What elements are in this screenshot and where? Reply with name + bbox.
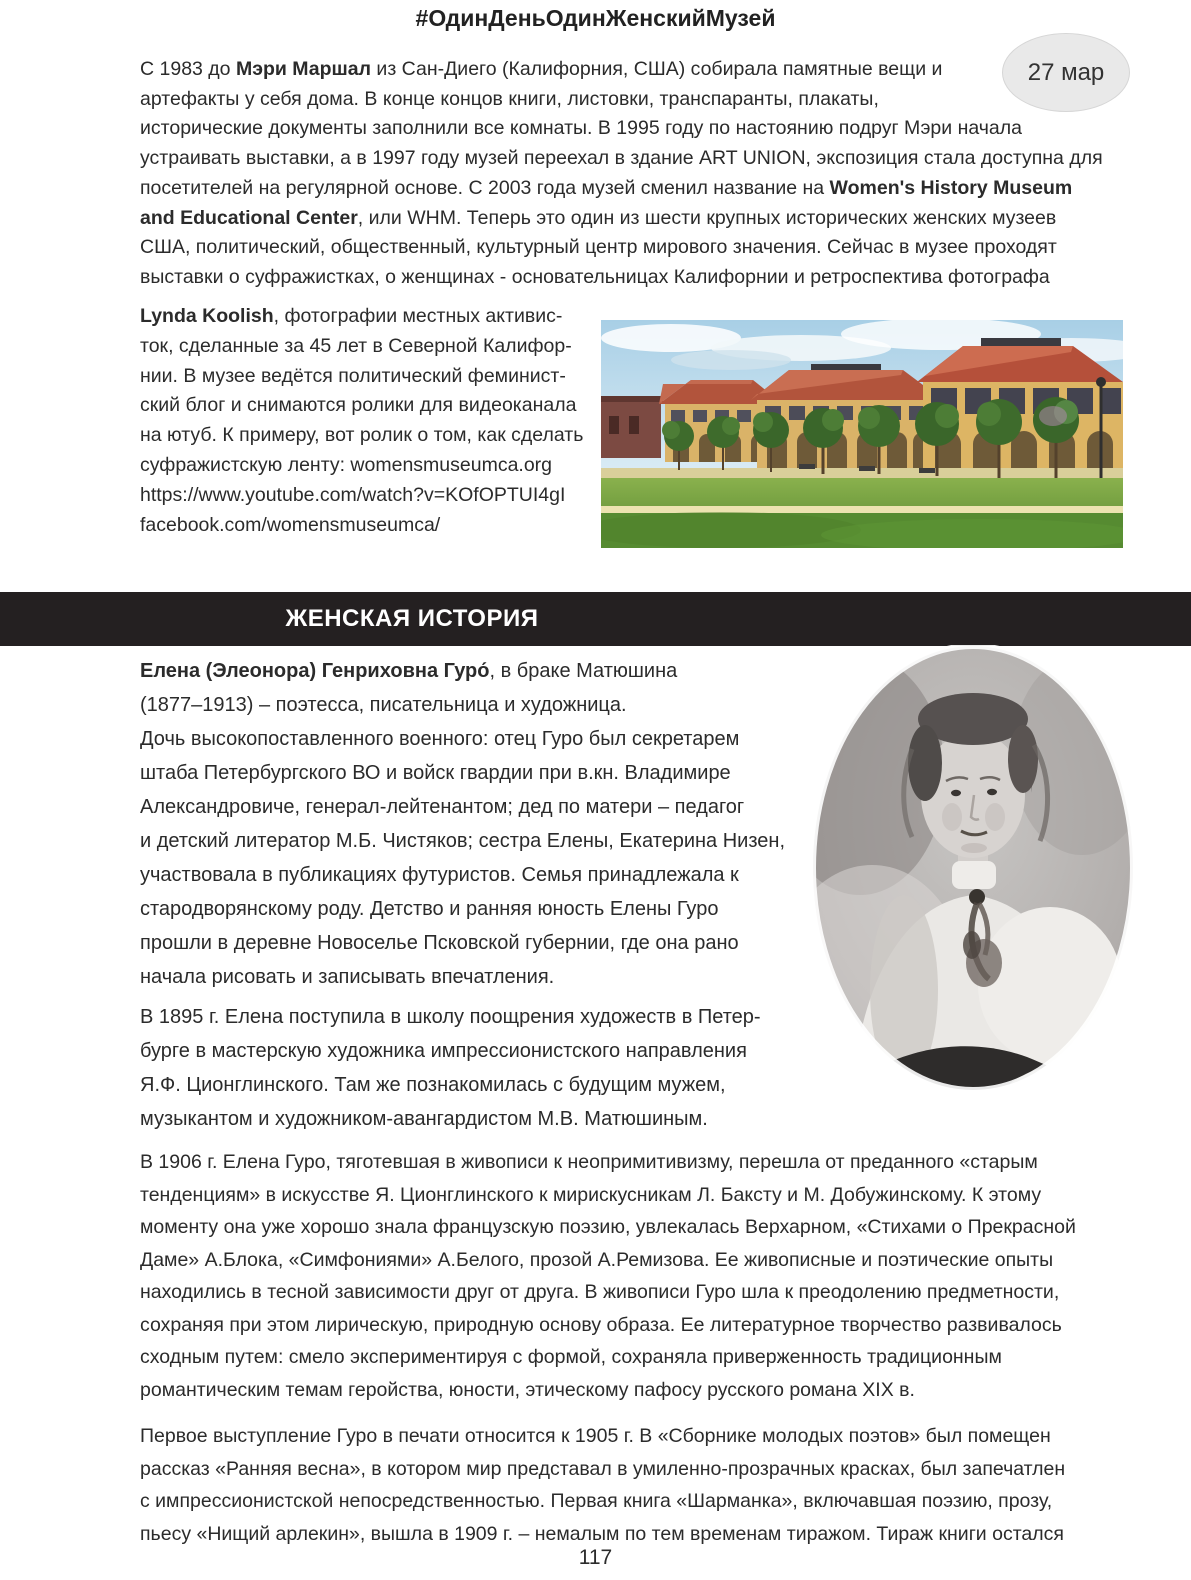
text-line: тенденциям» в искусстве Я. Ционглинского к мирискусникам Л. Баксту и М. Добужинскому. К этому: [140, 1183, 1042, 1206]
section-banner: [0, 592, 1191, 646]
text-line: https://www.youtube.com/watch?v=KOfOPTUI4gI: [140, 483, 566, 506]
intro-paragraph-wrapped: [140, 302, 583, 540]
text-line: моменту она уже хорошо знала французскую поэзию, увлекалась Верхарном, «Стихами о Прекрасной: [140, 1216, 1076, 1238]
text-line: and Educational Center, или WHM. Теперь это один из шести крупных исторических женских музеев: [140, 206, 1057, 229]
text-line: на ютуб. К примеру, вот ролик о том, как сделать: [140, 424, 584, 447]
text-line: и детский литератор М.Б. Чистяков; сестра Елены, Екатерина Низен,: [140, 830, 785, 852]
text-line: бурге в мастерскую художника импрессионистского направления: [140, 1040, 747, 1062]
text-line: романтическим темам геройства, юности, этическому пафосу русского романа XIX в.: [140, 1378, 915, 1401]
text-line: артефакты у себя дома. В конце концов книги, листовки, транспаранты, плакаты,: [140, 87, 879, 110]
text-line: ский блог и снимаются ролики для видеоканала: [140, 394, 577, 417]
text-line: находились в тесной зависимости друг от друга. В живописи Гуро шла к преодолению предметности,: [140, 1281, 1060, 1303]
section-banner-title: ЖЕНСКАЯ ИСТОРИЯ: [285, 605, 539, 632]
text-line: нии. В музее ведётся политический феминист-: [140, 364, 566, 387]
text-line: посетителей на регулярной основе. С 2003 года музей сменил название на Women's History Museum: [140, 176, 1073, 199]
text-line: facebook.com/womensmuseumca/: [140, 513, 441, 536]
guro-paragraph-3: [140, 1146, 1076, 1406]
text-line: Александровиче, генерал-лейтенантом; дед по матери – педагог: [140, 796, 745, 818]
guro-paragraph-1: [140, 654, 785, 994]
page-number: 117: [578, 1546, 613, 1569]
text-line: В 1895 г. Елена поступила в школу поощрения художеств в Петер-: [140, 1006, 761, 1028]
elena-guro-portrait-photo: [812, 645, 1134, 1091]
text-line: Дочь высокопоставленного военного: отец Гуро был секретарем: [140, 728, 740, 750]
text-line: США, политический, общественный, культурный центр мирового значения. Сейчас в музее проходят: [140, 236, 1057, 259]
text-line: рассказ «Ранняя весна», в котором мир представал в умиленно-прозрачных красках, был запечатлен: [140, 1457, 1066, 1480]
text-line: В 1906 г. Елена Гуро, тяготевшая в живописи к неопримитивизму, перешла от преданного «старым: [140, 1151, 1038, 1173]
text-line: сохраняя при этом лирическую, природную основу образа. Ее литературное творчество развивалось: [140, 1313, 1062, 1336]
text-line: Даме» А.Блока, «Симфониями» А.Белого, прозой А.Ремизова. Ее живописные и поэтические опыты: [140, 1248, 1054, 1271]
text-line: с импрессионистской непосредственностью. Первая книга «Шарманка», включавшая поэзию, прозу,: [140, 1490, 1053, 1512]
intro-paragraph: [140, 55, 1103, 293]
text-line: ток, сделанные за 45 лет в Северной Калифор-: [140, 334, 572, 357]
text-line: прошли в деревне Новоселье Псковской губернии, где она рано: [140, 932, 739, 954]
page-title: #ОдинДеньОдинЖенскийМузей: [415, 5, 776, 31]
museum-photo-illustration: [601, 320, 1123, 548]
text-line: музыкантом и художником-авангардистом М.В. Матюшиным.: [140, 1108, 708, 1130]
text-line: Lynda Koolish, фотографии местных активис-: [140, 305, 563, 327]
text-line: пьесу «Нищий арлекин», вышла в 1909 г. – немалым по тем временам тиражом. Тираж книги остался: [140, 1522, 1064, 1545]
text-line: сходным путем: смело экспериментируя с формой, сохраняла приверженность традиционным: [140, 1346, 1002, 1368]
text-line: С 1983 до Мэри Маршал из Сан-Диего (Калифорния, США) собирала памятные вещи и: [140, 58, 943, 80]
text-line: Я.Ф. Ционглинского. Там же познакомилась с будущим мужем,: [140, 1074, 726, 1096]
text-line: участвовала в публикациях футуристов. Семья принадлежала к: [140, 864, 739, 886]
text-line: исторические документы заполнили все комнаты. В 1995 году по настоянию подруг Мэри начала: [140, 117, 1022, 140]
guro-paragraph-4: [140, 1420, 1065, 1550]
text-line: Елена (Элеонора) Генриховна Гуро́, в браке Матюшина: [140, 660, 678, 682]
text-line: стародворянскому роду. Детство и ранняя юность Елены Гуро: [140, 898, 719, 920]
date-badge-label: 27 мар: [1027, 58, 1105, 86]
text-line: начала рисовать и записывать впечатления.: [140, 966, 555, 988]
text-line: штаба Петербургского ВО и войск гвардии при в.кн. Владимире: [140, 762, 731, 784]
museum-building-photo: [601, 320, 1123, 548]
guro-paragraph-2: [140, 1000, 761, 1136]
text-line: выставки о суфражистках, о женщинах - основательницах Калифорнии и ретроспектива фотографа: [140, 265, 1050, 288]
portrait-illustration: [812, 645, 1134, 1091]
text-line: Первое выступление Гуро в печати относится к 1905 г. В «Сборнике молодых поэтов» был помещен: [140, 1425, 1051, 1447]
text-line: устраивать выставки, а в 1997 году музей переехал в здание ART UNION, экспозиция стала доступна для: [140, 147, 1103, 170]
text-line: суфражистскую ленту: womensmuseumca.org: [140, 453, 553, 476]
text-line: (1877–1913) – поэтесса, писательница и художница.: [140, 694, 627, 716]
